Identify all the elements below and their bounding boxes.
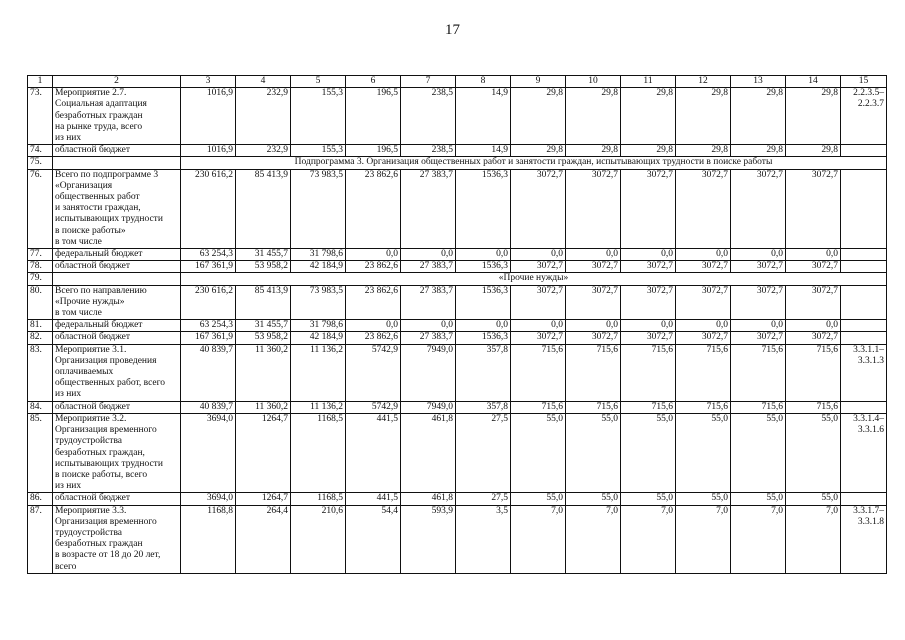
amount-cell: 715,6 <box>676 401 731 413</box>
section-title: Подпрограмма 3. Организация общественных работ и занятости граждан, испытывающих трудности в поиске работы <box>181 157 887 169</box>
column-number-cell: 1 <box>28 76 53 88</box>
target-code <box>841 493 887 505</box>
amount-cell: 11 360,2 <box>236 401 291 413</box>
amount-cell: 210,6 <box>291 505 346 573</box>
amount-cell: 40 839,7 <box>181 401 236 413</box>
amount-cell: 715,6 <box>786 344 841 401</box>
amount-cell: 3072,7 <box>676 261 731 273</box>
amount-cell: 7949,0 <box>401 401 456 413</box>
amount-cell: 0,0 <box>676 249 731 261</box>
amount-cell: 0,0 <box>511 249 566 261</box>
column-number-cell: 7 <box>401 76 456 88</box>
amount-cell: 55,0 <box>731 493 786 505</box>
column-number-cell: 15 <box>841 76 887 88</box>
amount-cell: 3072,7 <box>676 169 731 248</box>
table-row <box>28 493 887 505</box>
amount-cell: 715,6 <box>676 344 731 401</box>
amount-cell: 27 383,7 <box>401 169 456 248</box>
amount-cell: 29,8 <box>786 145 841 157</box>
amount-cell: 461,8 <box>401 413 456 492</box>
amount-cell: 3072,7 <box>566 169 621 248</box>
row-name: областной бюджет <box>53 401 181 413</box>
amount-cell: 14,9 <box>456 145 511 157</box>
amount-cell: 31 798,6 <box>291 249 346 261</box>
row-name: Мероприятие 3.2. Организация временного трудоустройства безработных граждан, испытывающих трудности в поиске работы, всего из них <box>53 413 181 492</box>
amount-cell: 55,0 <box>511 413 566 492</box>
amount-cell: 73 983,5 <box>291 169 346 248</box>
row-number: 76. <box>28 169 53 248</box>
amount-cell: 232,9 <box>236 145 291 157</box>
row-number: 83. <box>28 344 53 401</box>
section-row <box>28 273 887 285</box>
amount-cell: 264,4 <box>236 505 291 573</box>
row-name: Мероприятие 3.3. Организация временного трудоустройства безработных граждан в возрасте от 18 до 20 лет, всего <box>53 505 181 573</box>
amount-cell: 1168,5 <box>291 493 346 505</box>
row-name: областной бюджет <box>53 493 181 505</box>
column-number-cell: 6 <box>346 76 401 88</box>
amount-cell: 1536,3 <box>456 332 511 344</box>
amount-cell: 715,6 <box>511 344 566 401</box>
target-code: 3.3.1.4– 3.3.1.6 <box>841 413 887 492</box>
amount-cell: 85 413,9 <box>236 169 291 248</box>
row-number: 77. <box>28 249 53 261</box>
amount-cell: 7,0 <box>786 505 841 573</box>
column-number-cell: 13 <box>731 76 786 88</box>
amount-cell: 167 361,9 <box>181 332 236 344</box>
amount-cell: 7,0 <box>566 505 621 573</box>
amount-cell: 3072,7 <box>566 261 621 273</box>
amount-cell: 593,9 <box>401 505 456 573</box>
amount-cell: 3072,7 <box>621 261 676 273</box>
amount-cell: 7,0 <box>621 505 676 573</box>
amount-cell: 27,5 <box>456 413 511 492</box>
amount-cell: 3072,7 <box>621 332 676 344</box>
column-number-cell: 9 <box>511 76 566 88</box>
amount-cell: 42 184,9 <box>291 332 346 344</box>
amount-cell: 3072,7 <box>786 332 841 344</box>
amount-cell: 29,8 <box>621 145 676 157</box>
amount-cell: 1264,7 <box>236 493 291 505</box>
amount-cell: 5742,9 <box>346 401 401 413</box>
table-row <box>28 332 887 344</box>
amount-cell: 7949,0 <box>401 344 456 401</box>
target-code <box>841 261 887 273</box>
amount-cell: 441,5 <box>346 493 401 505</box>
row-name: Всего по направлению «Прочие нужды» в том числе <box>53 285 181 320</box>
amount-cell: 3072,7 <box>511 169 566 248</box>
amount-cell: 55,0 <box>786 493 841 505</box>
amount-cell: 0,0 <box>786 320 841 332</box>
row-name: областной бюджет <box>53 261 181 273</box>
amount-cell: 715,6 <box>621 401 676 413</box>
row-number: 81. <box>28 320 53 332</box>
budget-table <box>27 75 887 574</box>
column-number-row <box>28 76 887 88</box>
target-code <box>841 285 887 320</box>
amount-cell: 55,0 <box>786 413 841 492</box>
amount-cell: 40 839,7 <box>181 344 236 401</box>
amount-cell: 55,0 <box>621 413 676 492</box>
amount-cell: 23 862,6 <box>346 169 401 248</box>
amount-cell: 167 361,9 <box>181 261 236 273</box>
amount-cell: 3072,7 <box>731 285 786 320</box>
table-row <box>28 344 887 401</box>
column-number-cell: 2 <box>53 76 181 88</box>
amount-cell: 31 798,6 <box>291 320 346 332</box>
amount-cell: 3072,7 <box>566 285 621 320</box>
amount-cell: 1536,3 <box>456 261 511 273</box>
amount-cell: 3,5 <box>456 505 511 573</box>
amount-cell: 715,6 <box>731 344 786 401</box>
amount-cell: 715,6 <box>786 401 841 413</box>
table-row <box>28 401 887 413</box>
amount-cell: 53 958,2 <box>236 332 291 344</box>
amount-cell: 0,0 <box>401 320 456 332</box>
row-name: Мероприятие 3.1. Организация проведения оплачиваемых общественных работ, всего из них <box>53 344 181 401</box>
amount-cell: 357,8 <box>456 344 511 401</box>
row-name: федеральный бюджет <box>53 249 181 261</box>
amount-cell: 7,0 <box>511 505 566 573</box>
amount-cell: 29,8 <box>566 145 621 157</box>
amount-cell: 3072,7 <box>676 332 731 344</box>
amount-cell: 3072,7 <box>511 332 566 344</box>
row-number: 74. <box>28 145 53 157</box>
amount-cell: 715,6 <box>566 344 621 401</box>
amount-cell: 3072,7 <box>731 332 786 344</box>
amount-cell: 31 455,7 <box>236 320 291 332</box>
table-row <box>28 505 887 573</box>
amount-cell: 230 616,2 <box>181 285 236 320</box>
amount-cell: 0,0 <box>621 249 676 261</box>
column-number-cell: 14 <box>786 76 841 88</box>
amount-cell: 29,8 <box>511 88 566 145</box>
amount-cell: 3072,7 <box>786 285 841 320</box>
amount-cell: 155,3 <box>291 145 346 157</box>
amount-cell: 14,9 <box>456 88 511 145</box>
amount-cell: 1016,9 <box>181 145 236 157</box>
amount-cell: 3072,7 <box>786 261 841 273</box>
target-code <box>841 249 887 261</box>
amount-cell: 238,5 <box>401 145 456 157</box>
amount-cell: 715,6 <box>731 401 786 413</box>
amount-cell: 3072,7 <box>621 285 676 320</box>
amount-cell: 29,8 <box>731 88 786 145</box>
amount-cell: 715,6 <box>511 401 566 413</box>
amount-cell: 3072,7 <box>786 169 841 248</box>
amount-cell: 3072,7 <box>566 332 621 344</box>
amount-cell: 5742,9 <box>346 344 401 401</box>
row-name <box>53 273 181 285</box>
amount-cell: 196,5 <box>346 88 401 145</box>
amount-cell: 1168,5 <box>291 413 346 492</box>
amount-cell: 29,8 <box>511 145 566 157</box>
amount-cell: 27 383,7 <box>401 285 456 320</box>
amount-cell: 63 254,3 <box>181 249 236 261</box>
amount-cell: 0,0 <box>566 320 621 332</box>
amount-cell: 230 616,2 <box>181 169 236 248</box>
amount-cell: 27,5 <box>456 493 511 505</box>
amount-cell: 1264,7 <box>236 413 291 492</box>
amount-cell: 3072,7 <box>731 169 786 248</box>
amount-cell: 23 862,6 <box>346 285 401 320</box>
row-number: 84. <box>28 401 53 413</box>
target-code: 2.2.3.5– 2.2.3.7 <box>841 88 887 145</box>
table-row <box>28 249 887 261</box>
row-number: 82. <box>28 332 53 344</box>
target-code <box>841 169 887 248</box>
amount-cell: 85 413,9 <box>236 285 291 320</box>
row-name: областной бюджет <box>53 332 181 344</box>
amount-cell: 0,0 <box>731 249 786 261</box>
row-number: 86. <box>28 493 53 505</box>
amount-cell: 1168,8 <box>181 505 236 573</box>
amount-cell: 3694,0 <box>181 493 236 505</box>
column-number-cell: 10 <box>566 76 621 88</box>
amount-cell: 1016,9 <box>181 88 236 145</box>
amount-cell: 11 136,2 <box>291 401 346 413</box>
section-title: «Прочие нужды» <box>181 273 887 285</box>
amount-cell: 42 184,9 <box>291 261 346 273</box>
amount-cell: 55,0 <box>566 493 621 505</box>
target-code <box>841 320 887 332</box>
amount-cell: 0,0 <box>346 249 401 261</box>
amount-cell: 0,0 <box>401 249 456 261</box>
amount-cell: 357,8 <box>456 401 511 413</box>
row-number: 87. <box>28 505 53 573</box>
amount-cell: 3072,7 <box>676 285 731 320</box>
amount-cell: 23 862,6 <box>346 261 401 273</box>
amount-cell: 0,0 <box>676 320 731 332</box>
column-number-cell: 4 <box>236 76 291 88</box>
amount-cell: 7,0 <box>676 505 731 573</box>
amount-cell: 461,8 <box>401 493 456 505</box>
amount-cell: 1536,3 <box>456 285 511 320</box>
row-name: федеральный бюджет <box>53 320 181 332</box>
amount-cell: 715,6 <box>566 401 621 413</box>
amount-cell: 29,8 <box>621 88 676 145</box>
amount-cell: 55,0 <box>566 413 621 492</box>
row-number: 75. <box>28 157 53 169</box>
amount-cell: 29,8 <box>731 145 786 157</box>
amount-cell: 27 383,7 <box>401 261 456 273</box>
amount-cell: 55,0 <box>621 493 676 505</box>
table-row <box>28 413 887 492</box>
amount-cell: 0,0 <box>786 249 841 261</box>
amount-cell: 0,0 <box>621 320 676 332</box>
row-name: Всего по подпрограмме 3 «Организация общественных работ и занятости граждан, испытывающих трудности в поиске работы» в том числе <box>53 169 181 248</box>
table-row <box>28 145 887 157</box>
amount-cell: 27 383,7 <box>401 332 456 344</box>
row-name: Мероприятие 2.7. Социальная адаптация безработных граждан на рынке труда, всего из них <box>53 88 181 145</box>
amount-cell: 238,5 <box>401 88 456 145</box>
amount-cell: 0,0 <box>511 320 566 332</box>
target-code: 3.3.1.7– 3.3.1.8 <box>841 505 887 573</box>
amount-cell: 29,8 <box>566 88 621 145</box>
row-number: 78. <box>28 261 53 273</box>
amount-cell: 53 958,2 <box>236 261 291 273</box>
amount-cell: 3072,7 <box>511 261 566 273</box>
amount-cell: 29,8 <box>786 88 841 145</box>
amount-cell: 155,3 <box>291 88 346 145</box>
section-row <box>28 157 887 169</box>
table-row <box>28 320 887 332</box>
amount-cell: 715,6 <box>621 344 676 401</box>
amount-cell: 3072,7 <box>511 285 566 320</box>
amount-cell: 55,0 <box>676 493 731 505</box>
amount-cell: 232,9 <box>236 88 291 145</box>
amount-cell: 55,0 <box>511 493 566 505</box>
amount-cell: 29,8 <box>676 88 731 145</box>
amount-cell: 196,5 <box>346 145 401 157</box>
table-row <box>28 285 887 320</box>
target-code <box>841 145 887 157</box>
amount-cell: 29,8 <box>676 145 731 157</box>
target-code: 3.3.1.1– 3.3.1.3 <box>841 344 887 401</box>
amount-cell: 1536,3 <box>456 169 511 248</box>
amount-cell: 55,0 <box>731 413 786 492</box>
amount-cell: 73 983,5 <box>291 285 346 320</box>
table-row <box>28 169 887 248</box>
amount-cell: 11 136,2 <box>291 344 346 401</box>
amount-cell: 55,0 <box>676 413 731 492</box>
amount-cell: 54,4 <box>346 505 401 573</box>
table-body <box>28 76 887 574</box>
target-code <box>841 401 887 413</box>
amount-cell: 0,0 <box>456 320 511 332</box>
row-number: 80. <box>28 285 53 320</box>
amount-cell: 23 862,6 <box>346 332 401 344</box>
page-number: 17 <box>445 22 460 38</box>
amount-cell: 0,0 <box>456 249 511 261</box>
row-name: областной бюджет <box>53 145 181 157</box>
table-row <box>28 88 887 145</box>
target-code <box>841 332 887 344</box>
amount-cell: 3072,7 <box>731 261 786 273</box>
column-number-cell: 8 <box>456 76 511 88</box>
amount-cell: 0,0 <box>566 249 621 261</box>
amount-cell: 63 254,3 <box>181 320 236 332</box>
amount-cell: 11 360,2 <box>236 344 291 401</box>
amount-cell: 0,0 <box>346 320 401 332</box>
row-name <box>53 157 181 169</box>
row-number: 73. <box>28 88 53 145</box>
row-number: 79. <box>28 273 53 285</box>
column-number-cell: 3 <box>181 76 236 88</box>
amount-cell: 3694,0 <box>181 413 236 492</box>
amount-cell: 0,0 <box>731 320 786 332</box>
amount-cell: 31 455,7 <box>236 249 291 261</box>
table-row <box>28 261 887 273</box>
column-number-cell: 11 <box>621 76 676 88</box>
column-number-cell: 5 <box>291 76 346 88</box>
column-number-cell: 12 <box>676 76 731 88</box>
amount-cell: 3072,7 <box>621 169 676 248</box>
row-number: 85. <box>28 413 53 492</box>
amount-cell: 7,0 <box>731 505 786 573</box>
amount-cell: 441,5 <box>346 413 401 492</box>
